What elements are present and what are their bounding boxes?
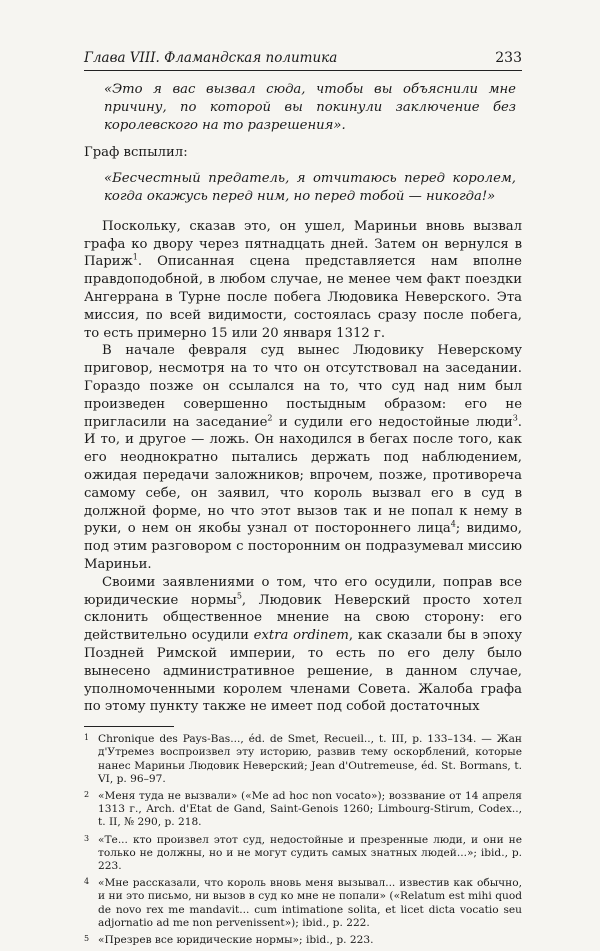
footnote-ref-4: 4: [450, 519, 456, 529]
footnote: [84, 790, 522, 830]
book-page: [84, 50, 522, 951]
paragraph-2: В начале февраля суд вынес Людовику Неверскому приговор, несмотря на то что он отсутствовал на заседании. Гораздо позже он ссылался на то, что суд над ним был произведен совершенно постыдным образом: его не пригласили на заседание$^2$ и судили его недостойные люди$^3$. И то, и другое — ложь. Он находился в бегах после того, как его неоднократно пытались держать под наблюдением, ожидая передачи заложников; впрочем, позже, противореча самому себе, он заявил, что король вызвал его в суд в должной форме, но что этот вызов так и не попал к нему в руки, о нем он якобы узнал от постороннего лица$^4$; видимо, под этим разговором с посторонним он подразумевал миссию Мариньи.: [84, 343, 522, 572]
paragraph-1: Поскольку, сказав это, он ушел, Мариньи вновь вызвал графа ко двору через пятнадцать дней. Затем он вернулся в Париж$^1$. Описанная сцена представляется нам вполне правдоподобной, в любом случае, не менее чем факт поездки Ангеррана в Турне после побега Людовика Неверского. Эта миссия, по всей видимости, состоялась сразу после побега, то есть примерно 15 или 20 января 1312 г.: [84, 218, 522, 341]
latin-term: extra ordinem: [253, 628, 349, 644]
main-text: [84, 81, 522, 716]
footnote-mark: 1: [84, 733, 90, 743]
footnote-ref-1: 1: [132, 252, 138, 262]
text-count-flared: Граф вспылил:: [84, 145, 188, 161]
footnote-mark: 3: [84, 833, 90, 843]
quote-marigny: «Это я вас вызвал сюда, чтобы вы объяснили мне причину, по которой вы покинули заключение без королевского на то разрешения».: [104, 82, 516, 133]
footnote-text: Chronique des Pays-Bas..., éd. de Smet, Recueil.., t. III, p. 133–134. — Жан д'Утремез воспроизвел эту историю, развив тему оскорблений, которые нанес Мариньи Людовик Неверский; Jean d'Outremeuse, éd. St. Bormans, t. VI, p. 96–97.: [98, 733, 522, 785]
footnote-divider: [84, 726, 174, 727]
running-title: Глава VIII. Фламандская политика: [84, 50, 338, 66]
footnote-text: «Мне рассказали, что король вновь меня вызывал... известив как обычно, и ни это письмо, ни вызов в суд ко мне не попали» («Relatum est mihi quod de novo rex me mandavit... cum intimatione solita, et licet dicta vocatio seu adjornatio ad me non pervenissent»); ibid., p. 222.: [98, 877, 522, 929]
footnote: [84, 877, 522, 930]
footnote-text: «Те... кто произвел этот суд, недостойные и презренные люди, и они не только не должны, но и не могут судить самых знатных людей...»; ibid., p. 223.: [98, 833, 522, 872]
footnote-mark: 4: [84, 877, 90, 887]
footnote-text: «Меня туда не вызвали» («Me ad hoc non vocato»); воззвание от 14 апреля 1313 г., Arch. d'Etat de Gand, Saint-Genois 1260; Limbourg-Stirum, Codex.., t. II, № 290, p. 218.: [98, 789, 522, 829]
footnotes: [84, 733, 522, 947]
footnote-text: «Презрев все юридические нормы»; ibid., p. 223.: [98, 933, 374, 946]
footnote: [84, 733, 522, 786]
footnote: [84, 934, 522, 947]
footnote-mark: 2: [84, 789, 90, 799]
footnote-ref-5: 5: [236, 591, 242, 601]
footnote-ref-3: 3: [512, 413, 518, 423]
footnote-mark: 5: [84, 933, 90, 943]
page-number: 233: [495, 50, 522, 66]
footnote: [84, 834, 522, 874]
quote-count: «Бесчестный предатель, я отчитаюсь перед королем, когда окажусь перед ним, но перед тобой — никогда!»: [104, 171, 516, 204]
running-header: [84, 50, 522, 71]
footnote-ref-2: 2: [267, 413, 273, 423]
paragraph-3: Своими заявлениями о том, что его осудили, поправ все юридические нормы$^5$, Людовик Неверский просто хотел склонить общественное мнение на свою сторону: его действительно осудили extra ordinem, как сказали бы в эпоху Поздней Римской империи, то есть по его делу было вынесено административное решение, в данном случае, уполномоченными королем членами Совета. Жалоба графа по этому пункту также не имеет под собой достаточных: [84, 574, 522, 715]
